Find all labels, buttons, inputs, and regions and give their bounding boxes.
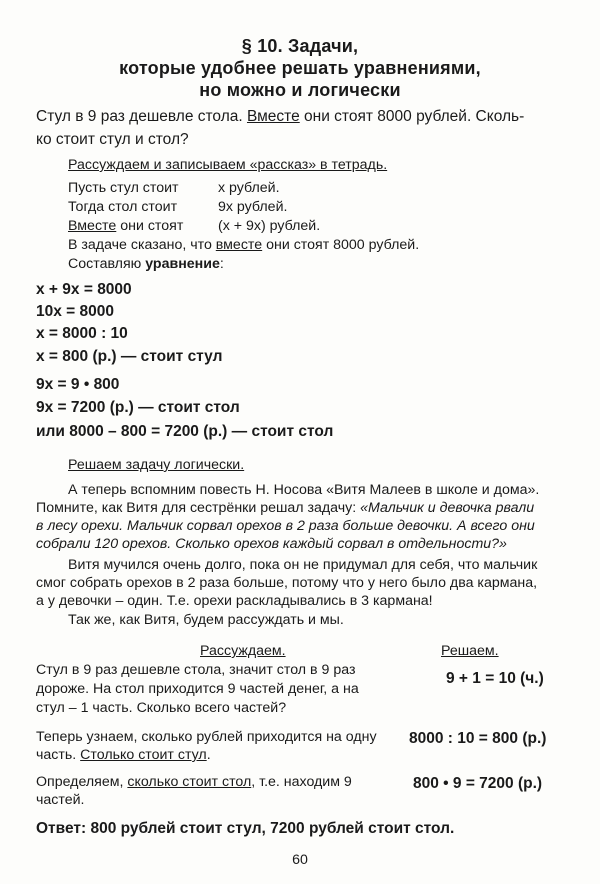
equation-2: 10x = 8000 — [36, 303, 115, 320]
problem-line1 — [36, 108, 524, 126]
equation-6: 9x = 7200 (р.) — стоит стол — [36, 399, 240, 416]
row1-text-line3: стул – 1 часть. Сколько всего частей? — [36, 700, 287, 716]
story2-p1-line1: А теперь вспомним повесть Н. Носова «Витя Малеев в школе и дома». — [68, 482, 540, 498]
story-task-together: вместе — [215, 237, 263, 253]
story-task-line — [68, 237, 419, 253]
problem-together-word: Вместе — [246, 108, 300, 125]
story-let-label: Пусть стул стоит — [68, 180, 179, 196]
section-subtitle-line2: но можно и логически — [199, 80, 401, 100]
equation-7: или 8000 – 800 = 7200 (р.) — стоит стол — [36, 423, 334, 440]
row3-text-prefix: Определяем, — [36, 774, 128, 790]
story2-p2-line1: Витя мучился очень долго, пока он не придумал для себя, что мальчик — [68, 557, 538, 573]
equation-1: x + 9x = 8000 — [36, 281, 132, 298]
equation-4: x = 800 (р.) — стоит стул — [36, 348, 223, 365]
story-together-value: (x + 9x) рублей. — [218, 218, 321, 234]
row2-solution: 8000 : 10 = 800 (р.) — [409, 730, 547, 747]
row2-text-period: . — [206, 747, 211, 763]
story2-p1-line2 — [36, 500, 534, 516]
row3-text-underlined: сколько стоит стол — [127, 774, 252, 790]
story2-p1-line3: в лесу орехи. Мальчик сорвал орехов в 2 раза больше девочки. А всего они — [36, 518, 535, 534]
story2-p1-line4: собрали 120 орехов. Сколько орехов каждый сорвал в отдельности?» — [36, 536, 507, 552]
column-header-solve: Решаем. — [441, 643, 499, 659]
story-together-label — [68, 218, 183, 234]
reasoning-header: Рассуждаем и записываем «рассказ» в тетрадь. — [68, 157, 388, 173]
row3-solution: 800 • 9 = 7200 (р.) — [413, 775, 543, 792]
story-together-rest: они стоят — [116, 218, 184, 234]
problem-line2: ко стоит стул и стол? — [36, 131, 189, 148]
story-then-label: Тогда стол стоит — [68, 199, 178, 215]
column-header-reason: Рассуждаем. — [200, 643, 286, 659]
row2-text-line1: Теперь узнаем, сколько рублей приходится на одну — [36, 729, 377, 745]
story-compose-word: уравнение — [145, 256, 220, 272]
story-then-value: 9x рублей. — [218, 199, 288, 215]
problem-text-rest: они стоят 8000 рублей. Сколь- — [299, 108, 525, 125]
row2-text-underlined: Столько стоит стул — [80, 747, 207, 763]
page-number: 60 — [292, 852, 308, 868]
story-compose-colon: : — [219, 256, 224, 272]
story-task-prefix: В задаче сказано, что — [68, 237, 216, 253]
row3-text-line1 — [36, 774, 352, 790]
section-subtitle-line1: которые удобнее решать уравнениями, — [119, 58, 481, 78]
story2-p2-line3: а у девочки – один. Т.е. орехи раскладывались в 3 кармана! — [36, 593, 433, 609]
story2-p1-line2-italic: «Мальчик и девочка рвали — [360, 500, 535, 516]
story-compose-line — [68, 256, 224, 272]
story2-p1-line2-normal: Помните, как Витя для сестрёнки решал задачу: — [36, 500, 361, 516]
section-title: § 10. Задачи, — [241, 36, 359, 56]
row3-text-line2: частей. — [36, 792, 85, 808]
story-let-value: x рублей. — [218, 180, 280, 196]
row2-text-line2 — [36, 747, 211, 763]
story2-p3: Так же, как Витя, будем рассуждать и мы. — [68, 612, 344, 628]
problem-text: Стул в 9 раз дешевле стола. — [36, 108, 247, 125]
row2-text-part: часть. — [36, 747, 81, 763]
logic-header: Решаем задачу логически. — [68, 457, 245, 473]
story2-p2-line2: смог собрать орехов в 2 раза больше, потому что у него было два кармана, — [36, 575, 538, 591]
equation-5: 9x = 9 • 800 — [36, 376, 120, 393]
row1-solution: 9 + 1 = 10 (ч.) — [446, 670, 544, 687]
row3-text-suffix: , т.е. находим 9 — [251, 774, 352, 790]
row1-text-line1: Стул в 9 раз дешевле стола, значит стол в 9 раз — [36, 662, 356, 678]
story-together-word: Вместе — [68, 218, 117, 234]
answer: Ответ: 800 рублей стоит стул, 7200 рублей стоит стол. — [36, 820, 455, 837]
equation-3: x = 8000 : 10 — [36, 325, 128, 342]
story-compose-prefix: Составляю — [68, 256, 146, 272]
row1-text-line2: дороже. На стол приходится 9 частей денег, а на — [36, 681, 359, 697]
story-task-suffix: они стоят 8000 рублей. — [262, 237, 420, 253]
